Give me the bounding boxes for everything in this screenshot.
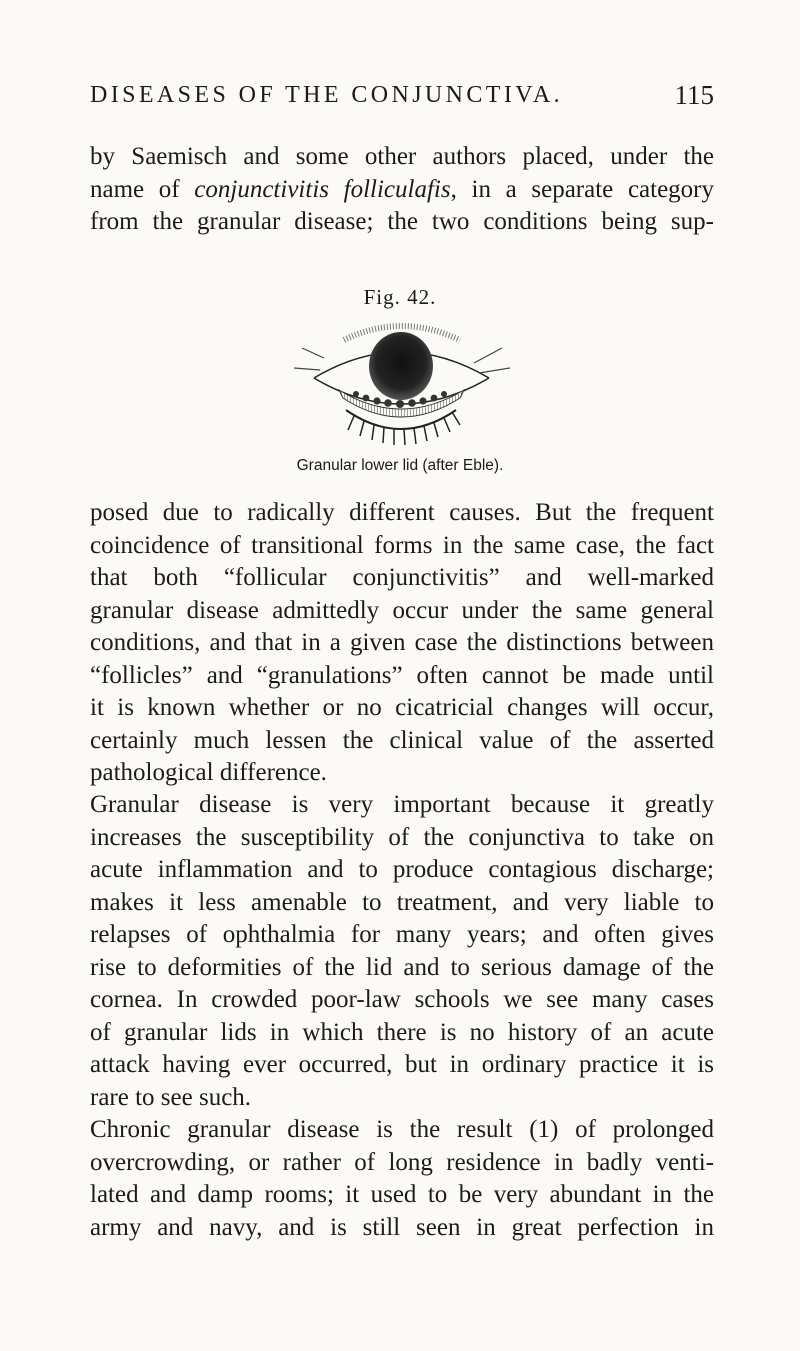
paragraph-4 — [90, 1114, 714, 1244]
text-run: , in a separate category — [450, 175, 714, 203]
text-line: makes it less amenable to treatment, and very liable to — [90, 888, 714, 916]
text-line: attack having ever occurred, but in ordinary practice it is — [90, 1051, 714, 1078]
text-line: rise to deformities of the lid and to serious damage of the — [90, 953, 714, 981]
italic-term: conjunctivitis folliculafis — [194, 175, 451, 203]
paragraph-3 — [90, 789, 714, 1114]
eyelid-illustration — [284, 318, 518, 452]
text-line: it is known whether or no cicatricial changes will occur, — [90, 694, 714, 721]
text-line: increases the susceptibility of the conjunctiva to take on — [90, 823, 714, 851]
text-line: posed due to radically different causes. But the frequent — [90, 499, 714, 526]
text-line-with-italic — [90, 174, 714, 207]
text-line: cornea. In crowded poor-law schools we see many cases — [90, 986, 714, 1013]
text-line: rare to see such. — [90, 1083, 252, 1111]
running-head — [90, 82, 714, 122]
text-line: relapses of ophthalmia for many years; and often gives — [90, 921, 714, 948]
text-line: that both “follicular conjunctivitis” and well-marked — [90, 564, 714, 591]
paragraph-2 — [90, 497, 714, 790]
page-number: 115 — [674, 80, 714, 110]
text-line: of granular lids in which there is no history of an acute — [90, 1018, 714, 1046]
text-line: lated and damp rooms; it used to be very abundant in the — [90, 1181, 714, 1208]
text-line: coincidence of transitional forms in the same case, the fact — [90, 531, 714, 559]
text-line: from the granular disease; the two conditions being sup- — [90, 208, 714, 235]
text-line: certainly much lessen the clinical value of the asserted — [90, 726, 714, 754]
running-title: DISEASES OF THE CONJUNCTIVA. — [90, 82, 564, 108]
figure-label: Fig. 42. — [363, 285, 437, 309]
text-line: “follicles” and “granulations” often cannot be made until — [90, 661, 714, 689]
text-line: overcrowding, or rather of long residence in badly venti- — [90, 1148, 714, 1176]
text-line: by Saemisch and some other authors placed, under the — [90, 143, 714, 170]
text-line: granular disease admittedly occur under the same general — [90, 596, 714, 624]
text-line: conditions, and that in a given case the distinctions between — [90, 629, 714, 656]
text-line: Chronic granular disease is the result (1) of prolonged — [90, 1116, 714, 1143]
text-run: name of — [90, 175, 195, 203]
text-line: pathological difference. — [90, 759, 327, 786]
text-line: army and navy, and is still seen in great perfection in — [90, 1213, 714, 1241]
text-line: Granular disease is very important because it greatly — [90, 791, 714, 818]
figure-caption: Granular lower lid (after Eble). — [296, 457, 504, 474]
text-line: acute inflammation and to produce contagious discharge; — [90, 856, 714, 883]
paragraph-1 — [90, 141, 714, 239]
